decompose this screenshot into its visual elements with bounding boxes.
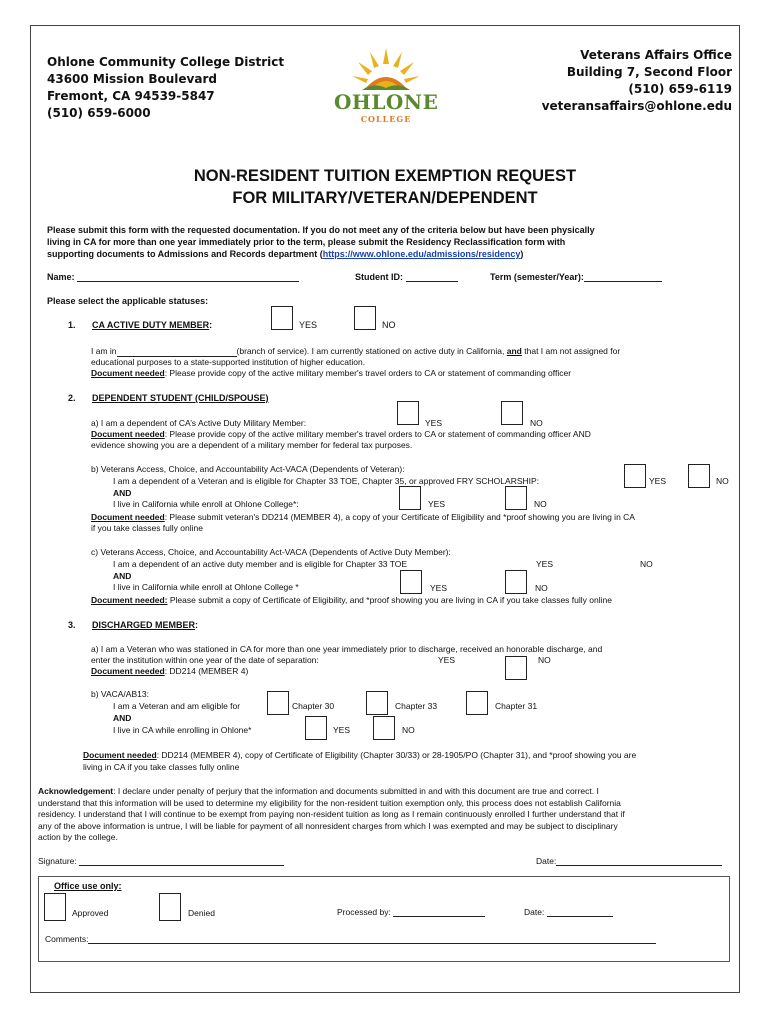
s2c-doc xyxy=(91,595,612,605)
section-heading xyxy=(92,620,198,630)
body-line xyxy=(91,346,620,357)
checkbox-label: Chapter 31 xyxy=(495,701,538,711)
district-line: Fremont, CA 94539-5847 xyxy=(47,89,215,103)
checkbox-label: NO xyxy=(640,559,653,569)
section-heading xyxy=(92,320,212,330)
s3a-no-checkbox[interactable] xyxy=(505,656,527,680)
checkbox-label: NO xyxy=(530,418,543,428)
chapter-30-checkbox[interactable] xyxy=(267,691,289,715)
and-label: AND xyxy=(113,488,132,498)
s3a-line: a) I am a Veteran who was stationed in CA for more than one year immediately prior to discharge, received an honorable discharge, and xyxy=(91,644,603,654)
and-label: AND xyxy=(113,713,132,723)
term-field[interactable] xyxy=(490,272,662,282)
section-heading: DEPENDENT STUDENT (CHILD/SPOUSE) xyxy=(92,393,269,403)
body-line xyxy=(91,368,620,379)
doc-needed-label: Document needed xyxy=(91,429,165,439)
comments-blank[interactable] xyxy=(88,943,656,944)
s1-body xyxy=(91,346,620,379)
district-line: 43600 Mission Boulevard xyxy=(47,72,217,86)
doc-needed-text: : DD214 (MEMBER 4), copy of Certificate of Eligibility (Chapter 30/33) or 28-1905/PO (Chapter 31), and *proof showing you are xyxy=(156,750,637,760)
doc-needed-label: Document needed xyxy=(91,666,165,676)
section-heading-text: DISCHARGED MEMBER xyxy=(92,620,196,630)
ack-line: residency. I understand that I will continue to be exempt from paying non-resident tuition as long as I remain continuously enrolled I further understand that if xyxy=(38,809,625,819)
intro-line: living in CA for more than one year immediately prior to the term, please submit the Residency Reclassification form with xyxy=(47,237,566,247)
ohlone-logo xyxy=(334,46,438,128)
doc-needed-label: Document needed xyxy=(91,368,165,378)
doc-needed-text: : Please submit veteran's DD214 (MEMBER 4), a copy of your Certificate of Eligibility and *proof showing you are living in CA xyxy=(164,512,635,522)
checkbox-label: NO xyxy=(382,320,396,330)
section-number: 3. xyxy=(68,620,76,630)
s2b-line: I am a dependent of a Veteran and is eligible for Chapter 33 TOE, Chapter 35, or approved FRY SCHOLARSHIP: xyxy=(113,476,540,486)
s2a-yes-checkbox[interactable] xyxy=(397,401,419,425)
office-date-blank[interactable] xyxy=(547,916,613,917)
denied-checkbox[interactable] xyxy=(159,893,181,921)
student-id-blank[interactable] xyxy=(406,281,458,282)
date-label: Date: xyxy=(524,907,545,917)
ack-line: action by the college. xyxy=(38,832,118,842)
student-id-field[interactable] xyxy=(355,272,458,282)
district-line: (510) 659-6000 xyxy=(47,106,151,120)
office-date-field[interactable] xyxy=(524,907,613,917)
form-title-line1: NON-RESIDENT TUITION EXEMPTION REQUEST xyxy=(193,167,577,185)
ack-line xyxy=(38,786,625,798)
s2a-text: a) I am a dependent of CA’s Active Duty Military Member: xyxy=(91,418,307,428)
checkbox-label: NO xyxy=(535,583,548,593)
s3b-yes-checkbox[interactable] xyxy=(305,716,327,740)
doc-needed-label: Document needed xyxy=(83,750,157,760)
checkbox-label: Chapter 30 xyxy=(292,701,335,711)
section-number: 1. xyxy=(68,320,76,330)
checkbox-label: YES xyxy=(536,559,554,569)
student-id-label: Student ID: xyxy=(355,272,403,282)
office-line: veteransaffairs@ohlone.edu xyxy=(541,99,732,113)
body-line: if you take classes fully online xyxy=(91,523,203,533)
s2b-line: b) Veterans Access, Choice, and Accountability Act-VACA (Dependents of Veteran): xyxy=(91,464,405,474)
term-blank[interactable] xyxy=(584,281,662,282)
section-heading-colon: : xyxy=(209,320,213,330)
office-line: Building 7, Second Floor xyxy=(566,65,732,79)
ack-line: understand that this information will be used to determine my eligibility for the non-resident tuition exemption only, this process does not establish California xyxy=(38,797,621,808)
chapter-33-checkbox[interactable] xyxy=(366,691,388,715)
s1-no-checkbox[interactable] xyxy=(354,306,376,330)
acknowledgement xyxy=(38,786,625,844)
doc-needed-text: Please submit a copy of Certificate of Eligibility, and *proof showing you are living in CA if you take classes fully online xyxy=(167,595,612,605)
doc-needed-label: Document needed: xyxy=(91,595,168,605)
comments-label: Comments: xyxy=(45,934,89,944)
s3-doc xyxy=(83,749,636,773)
s2c-yes-checkbox[interactable] xyxy=(400,570,422,594)
date-blank[interactable] xyxy=(556,865,722,866)
checkbox-label: YES xyxy=(430,583,448,593)
intro-line xyxy=(47,248,595,260)
office-line: Veterans Affairs Office xyxy=(580,48,732,62)
checkbox-label: YES xyxy=(428,499,446,509)
logo-wordmark: OHLONE xyxy=(334,90,439,114)
residency-link[interactable]: https://www.ohlone.edu/admissions/residency xyxy=(322,249,521,259)
checkbox-label: YES xyxy=(425,418,443,428)
select-instruction: Please select the applicable statuses: xyxy=(47,296,209,306)
body-line: evidence showing you are a dependent of a military member for federal tax purposes. xyxy=(91,440,413,450)
checkbox-label: NO xyxy=(716,476,729,486)
signature-date-field[interactable] xyxy=(536,856,722,866)
intro-line: Please submit this form with the requested documentation. If you do not meet any of the criteria below but have been physically xyxy=(47,225,595,235)
processed-by-blank[interactable] xyxy=(393,916,485,917)
s2c-line: I am a dependent of an active duty member and is eligible for Chapter 33 TOE xyxy=(113,559,408,569)
body-line xyxy=(91,429,591,440)
checkbox-label: Chapter 33 xyxy=(395,701,438,711)
office-use-box xyxy=(38,876,730,962)
processed-by-field[interactable] xyxy=(337,907,485,917)
section-heading-colon: : xyxy=(195,620,199,630)
district-line: Ohlone Community College District xyxy=(47,55,285,69)
doc-needed-text: : DD214 (MEMBER 4) xyxy=(164,666,249,676)
s2c-line: c) Veterans Access, Choice, and Accountability Act-VACA (Dependents of Active Duty Member): xyxy=(91,547,451,557)
s1-yes-checkbox[interactable] xyxy=(271,306,293,330)
checkbox-label: YES xyxy=(299,320,318,330)
signature-blank[interactable] xyxy=(79,865,284,866)
district-address xyxy=(47,54,284,122)
s2b-no-checkbox-2[interactable] xyxy=(505,486,527,510)
checkbox-label: NO xyxy=(538,655,551,665)
s2c-line: I live in California while enroll at Ohlone College * xyxy=(113,582,299,592)
ack-label: Acknowledgement xyxy=(38,786,114,796)
s2a-doc xyxy=(91,429,591,451)
doc-needed-label: Document needed xyxy=(91,512,165,522)
s3a-doc xyxy=(91,666,248,676)
s3b-line: b) VACA/AB13: xyxy=(91,689,149,699)
body-line: educational purposes to a state-supported institution of higher education. xyxy=(91,357,366,367)
processed-by-label: Processed by: xyxy=(337,907,391,917)
section-heading-text: CA ACTIVE DUTY MEMBER xyxy=(92,320,210,330)
s3b-line: I live in CA while enrolling in Ohlone* xyxy=(113,725,252,735)
term-label: Term (semester/Year): xyxy=(490,272,584,282)
office-address xyxy=(542,47,732,115)
doc-needed-text: : Please provide copy of the active military member's travel orders to CA or statement of commanding officer AND xyxy=(164,429,591,439)
form-title-line2: FOR MILITARY/VETERAN/DEPENDENT xyxy=(232,189,538,207)
s3a-line: enter the institution within one year of the date of separation: xyxy=(91,655,319,665)
and-label: AND xyxy=(113,571,132,581)
checkbox-label: NO xyxy=(534,499,547,509)
s2c-no-checkbox[interactable] xyxy=(505,570,527,594)
checkbox-label: NO xyxy=(402,725,415,735)
signature-field[interactable] xyxy=(38,856,284,866)
s3b-no-checkbox[interactable] xyxy=(373,716,395,740)
checkbox-label: Approved xyxy=(72,908,109,918)
s2b-yes-checkbox-1[interactable] xyxy=(624,464,646,488)
logo-subtitle: COLLEGE xyxy=(360,114,412,124)
section-number: 2. xyxy=(68,393,76,403)
doc-needed-text: : Please provide copy of the active military member's travel orders to CA or statement of commanding officer xyxy=(164,368,572,378)
name-label: Name: xyxy=(47,272,75,282)
s2a-no-checkbox[interactable] xyxy=(501,401,523,425)
intro-line-text: ) xyxy=(520,249,524,259)
checkbox-label: Denied xyxy=(188,908,215,918)
name-field[interactable] xyxy=(47,272,299,282)
s2b-doc xyxy=(91,512,635,534)
checkbox-label: YES xyxy=(438,655,456,665)
ack-line: any of the above information is untrue, I will be liable for payment of all nonresident charges from which I was exempted and may be subject to disciplinary xyxy=(38,820,618,831)
date-label: Date: xyxy=(536,856,557,866)
body-text: I am in xyxy=(91,346,117,356)
body-line xyxy=(91,512,635,523)
s2b-line: I live in California while enroll at Ohlone College*: xyxy=(113,499,299,509)
name-blank[interactable] xyxy=(77,281,299,282)
body-text: (branch of service). I am currently stationed on active duty in California, xyxy=(236,346,505,356)
chapter-31-checkbox[interactable] xyxy=(466,691,488,715)
body-text: that I am not assigned for xyxy=(524,346,621,356)
office-line: (510) 659-6119 xyxy=(628,82,732,96)
s2b-yes-checkbox-2[interactable] xyxy=(399,486,421,510)
checkbox-label: YES xyxy=(333,725,351,735)
office-use-title: Office use only: xyxy=(54,881,122,891)
comments-field[interactable] xyxy=(45,934,656,944)
ack-text: : I declare under penalty of perjury that the information and documents submitted in and with this document are true and correct. I xyxy=(113,786,599,796)
approved-checkbox[interactable] xyxy=(44,893,66,921)
s2b-no-checkbox-1[interactable] xyxy=(688,464,710,488)
body-text-emph: and xyxy=(506,346,522,356)
checkbox-label: YES xyxy=(649,476,667,486)
body-line: living in CA if you take classes fully online xyxy=(83,762,240,772)
intro-text xyxy=(47,224,595,260)
signature-label: Signature: xyxy=(38,856,77,866)
s3b-line: I am a Veteran and am eligible for xyxy=(113,701,241,711)
body-line xyxy=(83,749,636,761)
intro-line-text: supporting documents to Admissions and Records department ( xyxy=(47,249,323,259)
